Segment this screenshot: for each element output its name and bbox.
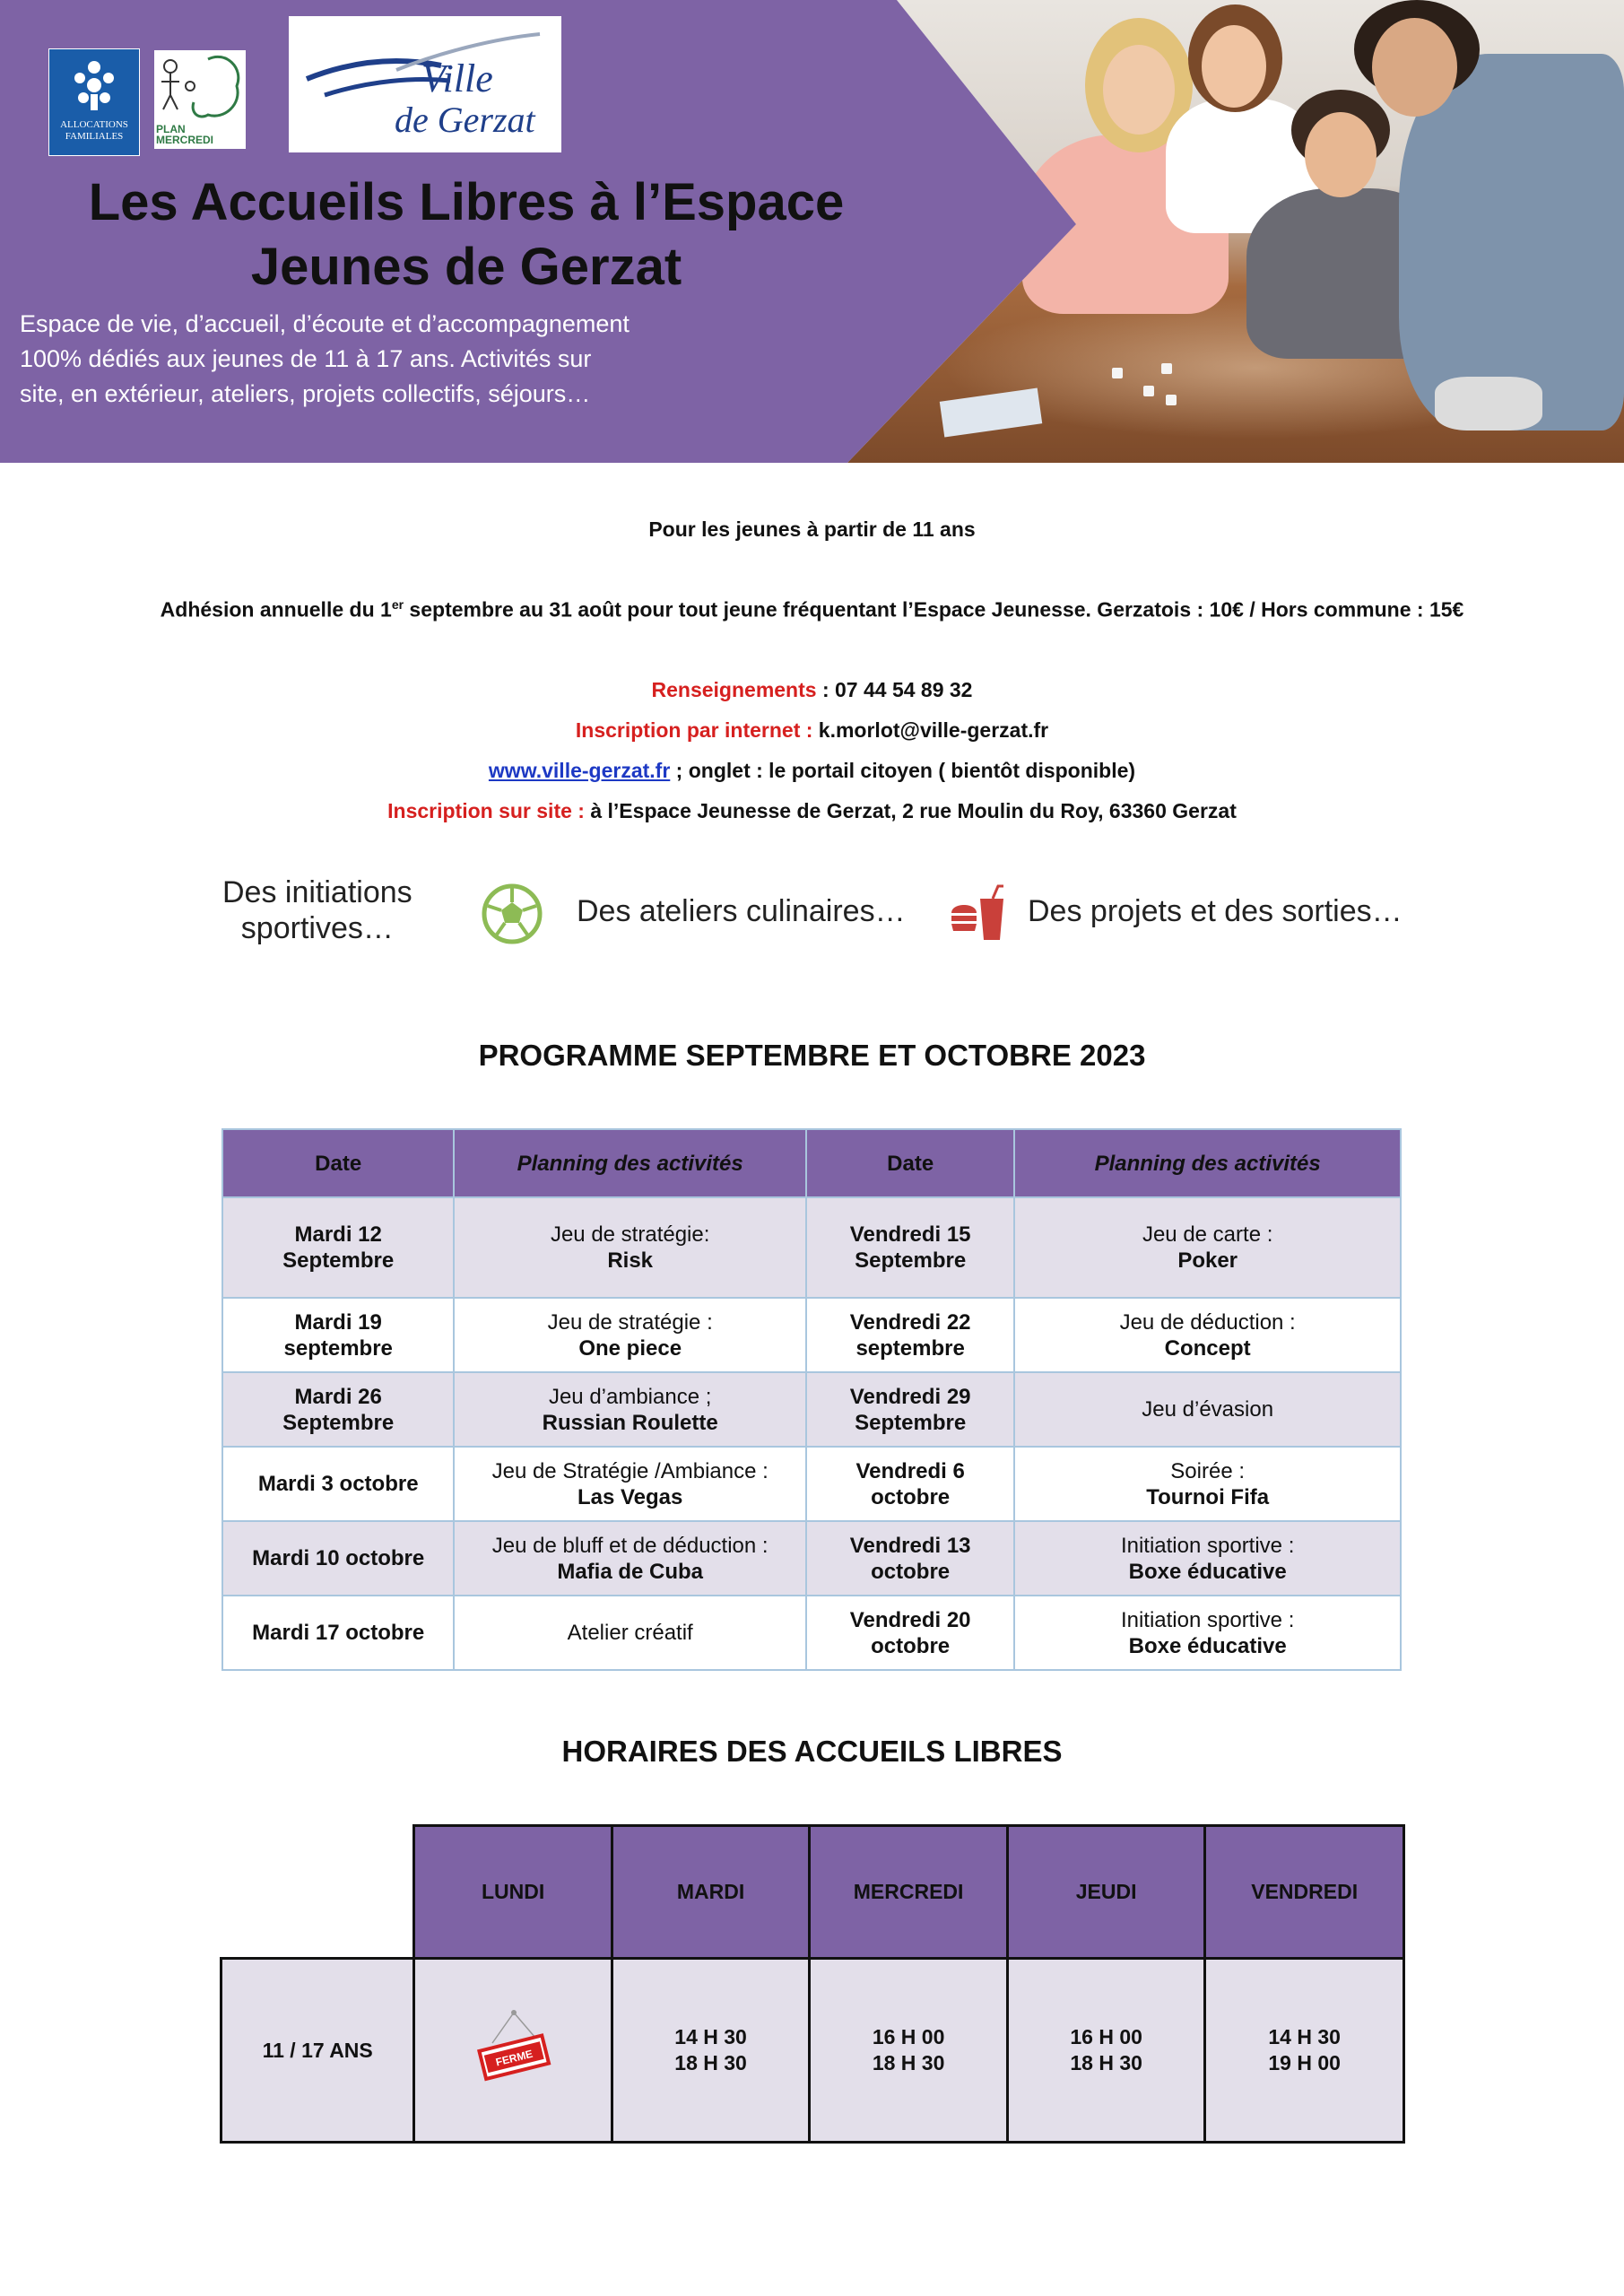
header-date: Date bbox=[806, 1129, 1014, 1197]
header-planning: Planning des activités bbox=[1014, 1129, 1401, 1197]
age-label: 11 / 17 ANS bbox=[221, 1959, 414, 2143]
activity-cell: Initiation sportive : Boxe éducative bbox=[1014, 1521, 1401, 1596]
day-header: MERCREDI bbox=[810, 1826, 1008, 1959]
plan-mercredi-drawing-icon bbox=[154, 50, 246, 122]
date-cell: Vendredi 20 octobre bbox=[806, 1596, 1014, 1670]
date-cell: Mardi 17 octobre bbox=[222, 1596, 454, 1670]
hours-row bbox=[221, 1959, 1404, 2143]
ville-logo-line2: de Gerzat bbox=[395, 100, 535, 140]
intro-text: Espace de vie, d’accueil, d’écoute et d’accompagnement 100% dédiés aux jeunes de 11 à 17 ans. Activités sur site, en extérieur, ateliers, projets collectifs, séjours… bbox=[20, 310, 630, 407]
activity-cell: Jeu de stratégie : One piece bbox=[454, 1298, 806, 1372]
activity-cell: Soirée : Tournoi Fifa bbox=[1014, 1447, 1401, 1521]
website-line: www.ville-gerzat.fr ; onglet : le portail citoyen ( bientôt disponible) bbox=[488, 759, 1136, 782]
time-slot: 16 H 00 18 H 30 bbox=[810, 1959, 1008, 2143]
day-header: MARDI bbox=[612, 1826, 809, 1959]
table-row bbox=[222, 1596, 1401, 1670]
table-row bbox=[222, 1298, 1401, 1372]
activity-cell: Jeu de Stratégie /Ambiance : Las Vegas bbox=[454, 1447, 806, 1521]
activity-cooking: Des ateliers culinaires… bbox=[577, 894, 906, 928]
hours-corner bbox=[221, 1826, 414, 1959]
hours-header-row bbox=[221, 1826, 1404, 1959]
caf-caption: ALLOCATIONS FAMILIALES bbox=[60, 119, 128, 142]
activity-sport: Des initiations sportives… bbox=[222, 875, 413, 945]
ville-gerzat-logo bbox=[289, 16, 561, 152]
site-address: Inscription sur site : à l’Espace Jeunesse de Gerzat, 2 rue Moulin du Roy, 63360 Gerzat bbox=[387, 799, 1237, 822]
date-cell: Mardi 12 Septembre bbox=[222, 1197, 454, 1298]
day-header: JEUDI bbox=[1007, 1826, 1204, 1959]
header-banner bbox=[0, 0, 1624, 463]
caf-family-icon bbox=[69, 58, 119, 112]
date-cell: Vendredi 22 septembre bbox=[806, 1298, 1014, 1372]
activity-cell: Initiation sportive : Boxe éducative bbox=[1014, 1596, 1401, 1670]
date-cell: Mardi 10 octobre bbox=[222, 1521, 454, 1596]
activity-cell: Jeu de bluff et de déduction : Mafia de Cuba bbox=[454, 1521, 806, 1596]
caf-logo bbox=[48, 48, 140, 156]
ville-logo-line1: Ville bbox=[421, 57, 493, 100]
programme-table bbox=[221, 1128, 1402, 1671]
activity-outings: Des projets et des sorties… bbox=[1028, 894, 1403, 928]
date-cell: Vendredi 29 Septembre bbox=[806, 1372, 1014, 1447]
activity-cell: Jeu de stratégie: Risk bbox=[454, 1197, 806, 1298]
closed-sign-icon bbox=[473, 2007, 553, 2088]
table-row bbox=[222, 1447, 1401, 1521]
closed-sign-text: FERME bbox=[494, 2047, 534, 2069]
activity-cell: Jeu d’ambiance ; Russian Roulette bbox=[454, 1372, 806, 1447]
table-row bbox=[222, 1197, 1401, 1298]
membership-text: Adhésion annuelle du 1er septembre au 31 août pour tout jeune fréquentant l’Espace Jeunesse. Gerzatois : 10€ / Hors commune : 15€ bbox=[160, 597, 1464, 622]
header-date: Date bbox=[222, 1129, 454, 1197]
time-slot: 14 H 30 19 H 00 bbox=[1205, 1959, 1404, 2143]
hours-table bbox=[220, 1824, 1405, 2144]
table-row bbox=[222, 1372, 1401, 1447]
activity-cell: Jeu de déduction : Concept bbox=[1014, 1298, 1401, 1372]
date-cell: Vendredi 13 octobre bbox=[806, 1521, 1014, 1596]
date-cell: Vendredi 6 octobre bbox=[806, 1447, 1014, 1521]
page-title: Les Accueils Libres à l’Espace Jeunes de Gerzat bbox=[88, 173, 845, 296]
header-planning: Planning des activités bbox=[454, 1129, 806, 1197]
activity-cell: Jeu de carte : Poker bbox=[1014, 1197, 1401, 1298]
contact-email: Inscription par internet : k.morlot@ville-gerzat.fr bbox=[575, 718, 1049, 742]
time-slot: 14 H 30 18 H 30 bbox=[612, 1959, 809, 2143]
programme-title: PROGRAMME SEPTEMBRE ET OCTOBRE 2023 bbox=[478, 1039, 1146, 1072]
hours-title: HORAIRES DES ACCUEILS LIBRES bbox=[561, 1735, 1063, 1768]
plan-mercredi-logo bbox=[154, 50, 246, 149]
fast-food-icon bbox=[946, 883, 1009, 945]
contact-phone: Renseignements : 07 44 54 89 32 bbox=[651, 678, 973, 701]
day-header: VENDREDI bbox=[1205, 1826, 1404, 1959]
activity-cell: Jeu d’évasion bbox=[1014, 1372, 1401, 1447]
table-row bbox=[222, 1521, 1401, 1596]
date-cell: Vendredi 15 Septembre bbox=[806, 1197, 1014, 1298]
date-cell: Mardi 26 Septembre bbox=[222, 1372, 454, 1447]
slot-closed bbox=[414, 1959, 612, 2143]
date-cell: Mardi 19 septembre bbox=[222, 1298, 454, 1372]
day-header: LUNDI bbox=[414, 1826, 612, 1959]
date-cell: Mardi 3 octobre bbox=[222, 1447, 454, 1521]
plan-mercredi-caption: PLAN MERCREDI bbox=[156, 123, 214, 146]
website-link[interactable]: www.ville-gerzat.fr bbox=[488, 759, 671, 782]
audience-text: Pour les jeunes à partir de 11 ans bbox=[648, 517, 976, 541]
activity-cell: Atelier créatif bbox=[454, 1596, 806, 1670]
programme-header-row bbox=[222, 1129, 1401, 1197]
soccer-ball-icon bbox=[481, 883, 543, 945]
time-slot: 16 H 00 18 H 30 bbox=[1007, 1959, 1204, 2143]
